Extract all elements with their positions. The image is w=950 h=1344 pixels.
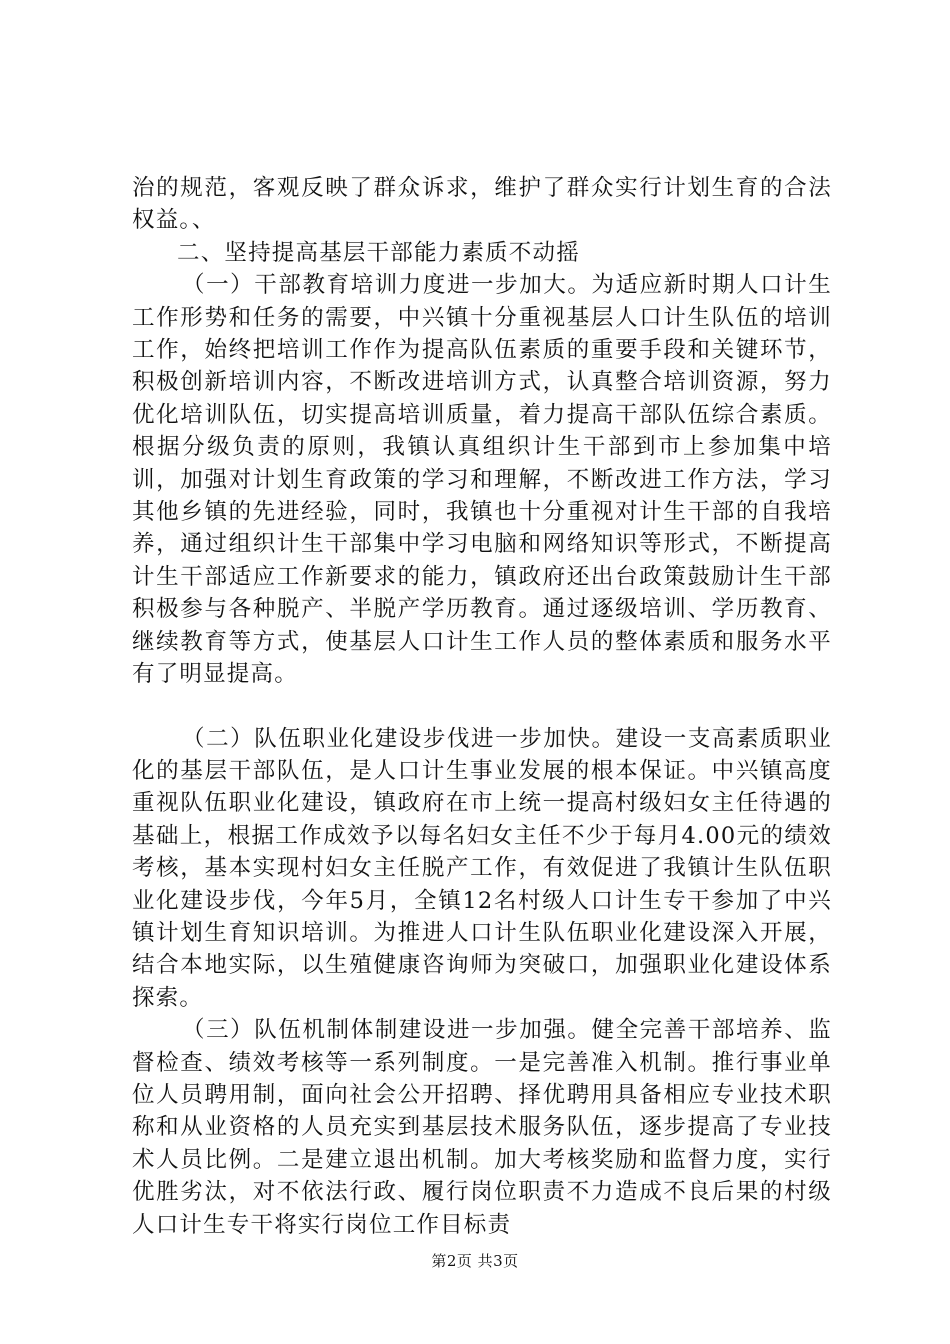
paragraph-mechanism: （三）队伍机制体制建设进一步加强。健全完善干部培养、监督检查、绩效考核等一系列制度。一是完善准入机制。推行事业单位人员聘用制，面向社会公开招聘、择优聘用具备相应专业技术职称和从业资格的人员充实到基层技术服务队伍，逐步提高了专业技术人员比例。二是建立退出机制。加大考核奖励和监督力度，实行优胜劣汰，对不依法行政、履行岗位职责不力造成不良后果的村级人口计生专干将实行岗位工作目标责: [132, 1017, 832, 1238]
document-body: [132, 172, 832, 1241]
paragraph-professionalization: （二）队伍职业化建设步伐进一步加快。建设一支高素质职业化的基层干部队伍，是人口计生事业发展的根本保证。中兴镇高度重视队伍职业化建设，镇政府在市上统一提高村级妇女主任待遇的基础上，根据工作成效予以每名妇女主任不少于每月4.00元的绩效考核，基本实现村妇女主任脱产工作，有效促进了我镇计生队伍职业化建设步伐，今年5月，全镇12名村级人口计生专干参加了中兴镇计划生育知识培训。为推进人口计生队伍职业化建设深入开展，结合本地实际，以生殖健康咨询师为突破口，加强职业化建设体系探索。: [132, 725, 832, 1011]
paragraph-gap: [132, 691, 832, 723]
paragraph-continuation: 治的规范，客观反映了群众诉求，维护了群众实行计划生育的合法权益。、: [132, 175, 832, 234]
paragraph-training: （一）干部教育培训力度进一步加大。为适应新时期人口计生工作形势和任务的需要，中兴镇十分重视基层人口计生队伍的培训工作，始终把培训工作作为提高队伍素质的重要手段和关键环节，积极创新培训内容，不断改进培训方式，认真整合培训资源，努力优化培训队伍，切实提高培训质量，着力提高干部队伍综合素质。根据分级负责的原则，我镇认真组织计生干部到市上参加集中培训，加强对计划生育政策的学习和理解，不断改进工作方法，学习其他乡镇的先进经验，同时，我镇也十分重视对计生干部的自我培养，通过组织计生干部集中学习电脑和网络知识等形式，不断提高计生干部适应工作新要求的能力，镇政府还出台政策鼓励计生干部积极参与各种脱产、半脱产学历教育。通过逐级培训、学历教育、继续教育等方式，使基层人口计生工作人员的整体素质和服务水平有了明显提高。: [132, 272, 832, 688]
section-heading: 二、坚持提高基层干部能力素质不动摇: [177, 239, 580, 266]
page-number-footer: 第2页 共3页: [431, 1252, 519, 1270]
